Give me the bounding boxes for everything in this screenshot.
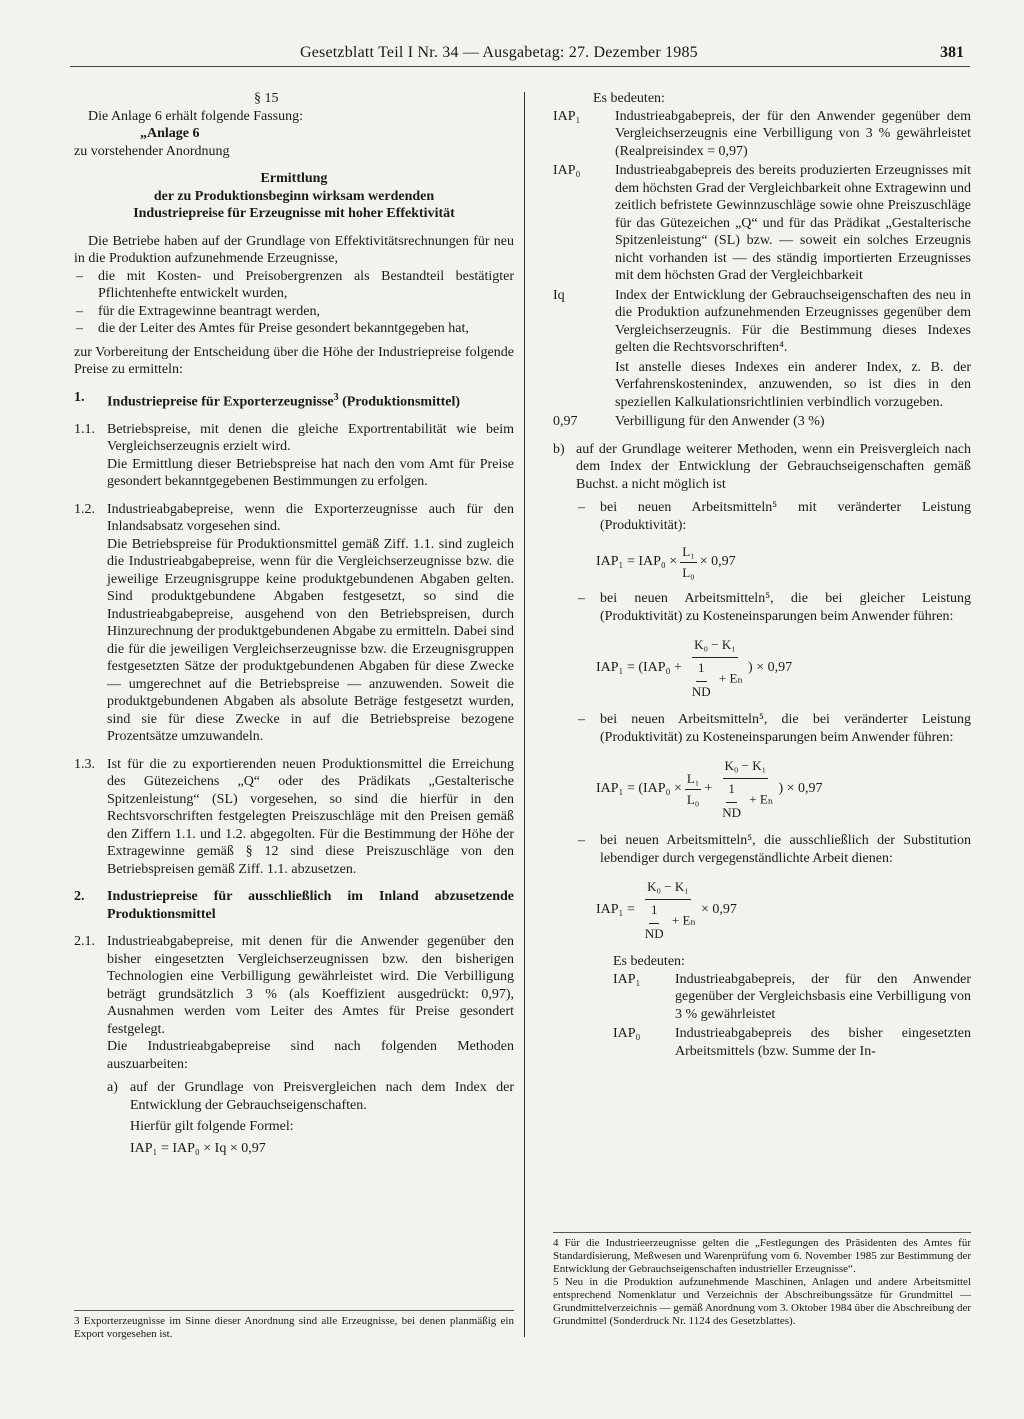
method-b: [553, 441, 971, 494]
formula-3-factor: × 0,97: [786, 781, 823, 797]
formula-3-open: (IAP₀: [638, 781, 671, 797]
definitions-list-2: [613, 971, 971, 1061]
formula-4-factor: × 0,97: [701, 902, 737, 918]
fraction-numerator: L₁: [680, 543, 696, 563]
fraction-denominator: [715, 779, 775, 821]
column-divider: [524, 92, 525, 1337]
fraction-numerator: K₀ − K₁: [645, 878, 691, 901]
formula-1-iap0: IAP₀: [638, 554, 666, 570]
section-1-title: [107, 389, 514, 411]
section-1-3: [74, 756, 514, 879]
section-intro: Die Anlage 6 erhält folgende Fassung:: [88, 108, 304, 124]
method-b-label: b): [553, 441, 565, 457]
formula-1-fraction: [680, 543, 696, 581]
heading-line-1: Ermittlung: [260, 171, 328, 186]
method-b-text: auf der Grundlage weiterer Methoden, wenn ein Preisvergleich nach dem Index der Entwicklung der Gebrauchseigenschaften gemäß Buchst. a nicht möglich ist: [576, 441, 971, 492]
formula-4-fraction: [638, 878, 698, 943]
fraction-denominator: [638, 900, 698, 942]
section-1-1-text: Betriebspreise, mit denen die gleiche Exportrentabilität wie beim Vergleichserzeugnis erzielt wird.: [107, 421, 514, 455]
def-key: IAP₀: [613, 1026, 641, 1041]
section-2-1-text: Industrieabgabepreise, mit denen für die Anwender gegenüber den bisher eingesetzten Vergleichserzeugnissen bzw. den bisherigen Technologien eine Verbilligung gewährleistet wird. Die Verbilligung beträgt grundsätzlich 3 % (als Koeffizient ausgedrückt: 0,97), Ausnahmen werden vom Leiter des Amtes für Preise gesondert festgelegt.: [107, 934, 514, 1037]
def-text: Industrieabgabepreis, der für den Anwender gegenüber der Vergleichsbasis eine Verbilligung von 3 % gewährleistet: [675, 971, 971, 1022]
footnotes-right: [553, 1232, 971, 1328]
plus-en: + Eₙ: [671, 912, 697, 928]
section-1-3-number: 1.3.: [74, 756, 95, 772]
formula-2-plus: +: [673, 660, 682, 676]
anlage-title: „Anlage 6: [140, 126, 200, 141]
dash-item-1: – die mit Kosten- und Preisobergrenzen als Bestandteil bestätigter Pflichtenhefte entwickelt wurden,: [74, 268, 514, 303]
formula-3-fraction-l: [685, 770, 701, 808]
header-title: Gesetzblatt Teil I Nr. 34 — Ausgabetag: 27. Dezember 1985: [300, 44, 698, 61]
section-1-1-number: 1.1.: [74, 421, 95, 437]
fraction-numerator: K₀ − K₁: [692, 636, 738, 659]
def-text: Industrieabgabepreis des bisher eingesetzten Arbeitsmittels (bzw. Summe der In-: [675, 1026, 971, 1059]
section-1-3-text: Ist für die zu exportierenden neuen Produktionsmittel die Erreichung des Gütezeichens „Q“ oder des Prädikats „Gestalterische Spitzenleistung“ (SL) vorgesehen, so sind die hierfür in den Rechtsvorschriften festgelegten Preiszuschläge mit den Preisen gemäß den Ziffern 1.1. und 1.2. abgegolten. Für die Bestimmung der Höhe der Extragewinne gemäß § 12 sind diese Preiszuschläge von den Betriebspreisen gemäß Ziff. 1.1. abzusetzen.: [107, 756, 514, 877]
es-bedeuten-2: Es bedeuten:: [613, 954, 685, 969]
inner-denominator: ND: [644, 925, 664, 941]
section-1: [74, 389, 514, 411]
section-1-title-rest: (Produktionsmittel): [338, 394, 461, 410]
method-2-text: – bei neuen Arbeitsmitteln⁵, die bei gleicher Leistung (Produktivität) zu Kosteneinsparungen beim Anwender führen:: [576, 590, 971, 625]
section-1-number: 1.: [74, 389, 85, 405]
formula-2-factor: × 0,97: [756, 660, 793, 676]
method-a-formula-intro: Hierfür gilt folgende Formel:: [130, 1119, 294, 1135]
inner-fraction: [690, 659, 713, 700]
formula-4: [596, 873, 971, 947]
inner-fraction: [720, 780, 743, 821]
formula-1-lhs: IAP₁ =: [596, 554, 635, 570]
definitions-list-1: [553, 108, 971, 431]
formula-3-plus: +: [704, 781, 713, 797]
inner-fraction: [643, 901, 666, 942]
formula-2: [596, 631, 971, 705]
formula-2-open: (IAP₀: [638, 660, 671, 676]
fraction-numerator: L₁: [685, 770, 701, 790]
fraction-denominator: [685, 658, 745, 700]
section-1-title-text: Industriepreise für Exporterzeugnisse: [107, 394, 334, 410]
inner-numerator: 1: [726, 780, 737, 803]
method-a-label: a): [107, 1080, 118, 1096]
formula-3-lhs: IAP₁ =: [596, 781, 635, 797]
formula-1-factor: × 0,97: [699, 554, 736, 570]
inner-denominator: ND: [722, 804, 742, 820]
page-number: 381: [940, 44, 964, 61]
anlage-reference: zu vorstehender Anordnung: [74, 143, 230, 159]
def-key: 0,97: [553, 414, 578, 429]
plus-en: + Eₙ: [749, 791, 774, 807]
method-3-text: – bei neuen Arbeitsmitteln⁵, die bei veränderter Leistung (Produktivität) zu Kosteneinsparungen beim Anwender führen:: [576, 711, 971, 746]
section-1-2-number: 1.2.: [74, 501, 95, 517]
section-2: [74, 888, 514, 923]
paragraph-preparation: zur Vorbereitung der Entscheidung über die Höhe der Industriepreise folgende Preise zu ermitteln:: [74, 344, 514, 377]
section-1-2-text: Industrieabgabepreise, wenn die Exporterzeugnisse auch für den Inlandsabsatz vorgesehen sind.: [107, 501, 514, 535]
formula-3-close: ): [778, 781, 784, 797]
def-text: Industrieabgabepreis, der für den Anwender gegenüber dem Vergleichserzeugnis eine Verbilligung von 3 % gewährleistet (Realpreisindex = 0,97): [615, 108, 971, 159]
formula-3-times: ×: [673, 781, 682, 797]
footnote-ref-3: 3: [333, 391, 339, 403]
def-key: Iq: [553, 287, 565, 303]
def-key: IAP₁: [613, 971, 641, 987]
es-bedeuten-1: Es bedeuten:: [593, 91, 665, 106]
page-header: [0, 44, 1024, 68]
method-a: [107, 1079, 514, 1114]
formula-3-fraction-k: [715, 757, 775, 822]
dash-item-2: – für die Extragewinne beantragt werden,: [74, 303, 514, 321]
dash-item-3: – die der Leiter des Amtes für Preise gesondert bekanntgegeben hat,: [74, 320, 514, 338]
inner-denominator: ND: [691, 683, 711, 699]
method-1-text: – bei neuen Arbeitsmitteln⁵ mit veränderter Leistung (Produktivität):: [576, 499, 971, 534]
formula-1: [596, 540, 971, 584]
section-2-1: [74, 933, 514, 1038]
plus-en: + Eₙ: [718, 670, 744, 686]
def-key: IAP₁: [553, 108, 581, 124]
def-text: Index der Entwicklung der Gebrauchseigenschaften des neu in die Produktion aufzunehmenden Erzeugnisses gegenüber dem Vergleichserzeugnis. Für die Bestimmung dieses Indexes gelten die Rechtsvorschriften⁴.: [615, 287, 971, 355]
heading-line-2: der zu Produktionsbeginn wirksam werdenden: [153, 188, 435, 204]
fraction-denominator: L₀: [682, 564, 695, 580]
footnote-5: 5 Neu in die Produktion aufzunehmende Maschinen, Anlagen und andere Arbeitsmittel entsprechend Nomenklatur und Verzeichnis der Abschreibungssätze für Grundmittel — Grundmittelverzeichnis — gemäß Anordnung vom 3. Oktober 1984 über die Abschreibung der Grundmittel (Sonderdruck Nr. 1124 des Gesetzblattes).: [553, 1276, 971, 1327]
method-a-text: auf der Grundlage von Preisvergleichen nach dem Index der Entwicklung der Gebrauchseigenschaften.: [130, 1080, 514, 1113]
header-rule: [70, 66, 970, 67]
formula-2-fraction: [685, 636, 745, 701]
left-column: [74, 90, 514, 1157]
def-text: Ist anstelle dieses Indexes ein anderer Index, z. B. der Verfahrenskostenindex, anzuwenden, so ist dies in den speziellen Kalkulationsrichtlinien verbindlich vorzugeben.: [615, 359, 971, 410]
def-text: Verbilligung für den Anwender (3 %): [615, 414, 825, 429]
section-number: § 15: [254, 91, 279, 106]
formula-2-lhs: IAP₁ =: [596, 660, 635, 676]
section-1-1-text-2: Die Ermittlung dieser Betriebspreise hat nach den vom Amt für Preise gesondert bekanntgegebenen Bestimmungen zu erfolgen.: [107, 456, 514, 490]
footnote-4: 4 Für die Industrieerzeugnisse gelten die „Festlegungen des Präsidenten des Amtes für Standardisierung, Meßwesen und Warenprüfung vom 6. November 1985 zur Bestimmung der Entwicklung der Gebrauchseigenschaften industrieller Erzeugnisse“.: [553, 1237, 971, 1275]
def-key: [553, 359, 615, 412]
section-2-1-text-2: Die Industrieabgabepreise sind nach folgenden Methoden auszuarbeiten:: [107, 1039, 514, 1072]
section-1-2-text-2: Die Betriebspreise für Produktionsmittel gemäß Ziff. 1.1. sind zugleich die Industrieabgabepreise, wenn für die Vergleichserzeugnisse bzw. die jeweilige Erzeugnisgruppe keine produktgebundenen Abgaben gelten. Sind produktgebundene Abgaben festgesetzt, so sind die Industrieabgabepreise, ausgehend von den Betriebspreisen, durch Hinzurechnung der produktgebundenen Abgabe zu ermitteln. Dabei sind die für die jeweiligen Vergleichserzeugnisse bzw. die Erzeugnisgruppen festgesetzten Sätze der produktgebundenen Abgaben für diese Zwecke — umgerechnet auf die Betriebspreise — anzuwenden. Soweit die produktgebundenen Abgaben als absolute Beträge festgesetzt wurden, sind sie für diese Zwecke in auf die Betriebspreise bezogene Prozentsätze umzuwandeln.: [107, 536, 514, 745]
inner-numerator: 1: [696, 659, 707, 682]
formula-2-close: ): [748, 660, 753, 676]
section-2-number: 2.: [74, 889, 85, 905]
right-column: [553, 90, 971, 1060]
formula-3: [596, 752, 971, 826]
section-2-1-number: 2.1.: [74, 934, 95, 950]
fraction-numerator: K₀ − K₁: [723, 757, 769, 780]
section-2-title: Industriepreise für ausschließlich im Inland abzusetzende Produktionsmittel: [107, 889, 514, 922]
def-text: Industrieabgabepreis des bereits produzierten Erzeugnisses mit dem höchsten Grad der Vergleichbarkeit ohne Extragewinn und zeitlich befristete Gewinnzuschläge sowie ohne Preiszuschläge für das Gütezeichen „Q“ und für das Prädikat „Gestalterische Spitzenleistung“ (SL) bzw. — soweit ein solches Erzeugnis nicht vorhanden ist — des ständig importierten Erzeugnisses mit dem höchsten Grad der Vergleichbarkeit: [615, 163, 971, 283]
section-1-2: [74, 501, 514, 536]
footnote-3-text: 3 Exporterzeugnisse im Sinne dieser Anordnung sind alle Erzeugnisse, bei denen planmäßig ein Export vorgesehen ist.: [74, 1315, 514, 1340]
fraction-denominator: L₀: [686, 791, 700, 807]
heading-line-3: Industriepreise für Erzeugnisse mit hoher Effektivität: [133, 206, 455, 221]
formula-4-lhs: IAP₁ =: [596, 902, 635, 918]
section-1-1: [74, 421, 514, 456]
method-a-formula: IAP₁ = IAP₀ × Iq × 0,97: [130, 1140, 266, 1156]
formula-1-times: ×: [669, 554, 678, 570]
method-4-text: – bei neuen Arbeitsmitteln⁵, die ausschließlich der Substitution lebendiger durch vergegenständlichte Arbeit dienen:: [576, 832, 971, 867]
paragraph-intro: Die Betriebe haben auf der Grundlage von Effektivitätsrechnungen für neu in die Produktion aufzunehmende Erzeugnisse,: [74, 233, 514, 266]
def-key: IAP₀: [553, 163, 581, 178]
footnote-3: [74, 1310, 514, 1341]
inner-numerator: 1: [649, 901, 660, 924]
